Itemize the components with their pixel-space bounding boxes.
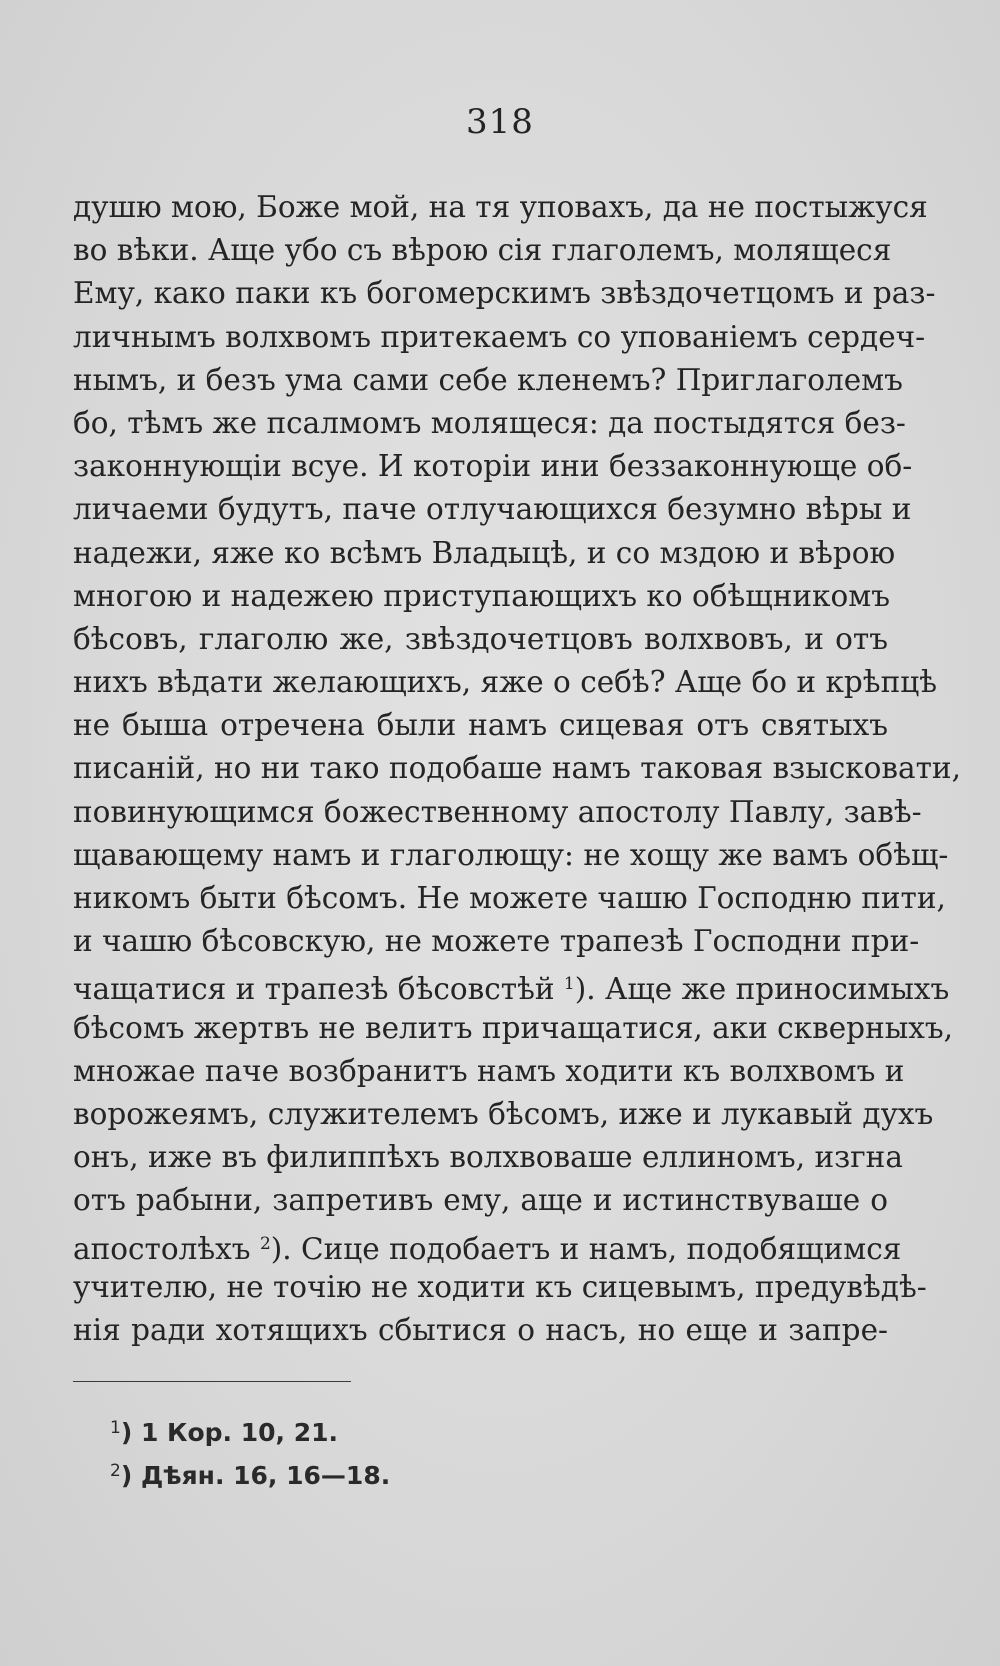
text-line: бѣсомъ жертвъ не велитъ причащатися, аки скверныхъ,	[73, 1010, 953, 1045]
text-line: отъ рабыни, запретивъ ему, аще и истинствуваше о	[73, 1183, 888, 1218]
page-number: 318	[466, 102, 534, 142]
text-line-with-footnote-ref	[73, 1223, 902, 1266]
text-segment: апостолѣхъ	[73, 1231, 260, 1266]
footnote-text: ) Дѣян. 16, 16—18.	[120, 1461, 391, 1490]
text-line: повинующимся божественному апостолу Павлу, завѣ-	[73, 794, 922, 829]
text-line: нихъ вѣдати желающихъ, яже о себѣ? Аще бо и крѣпцѣ	[73, 665, 937, 700]
footnote-ref-2[interactable]: 2	[259, 1233, 271, 1254]
text-line: писаній, но ни тако подобаше намъ таковая взысковати,	[73, 751, 961, 786]
footnote-text: ) 1 Кор. 10, 21.	[120, 1418, 339, 1447]
footnote-divider	[73, 1381, 351, 1382]
footnote-2	[110, 1450, 710, 1493]
text-segment: ). Сице подобаетъ и намъ, подобящимся	[270, 1231, 902, 1266]
text-line: законнующіи всуе. И которіи ини беззаконнующе об-	[73, 449, 913, 484]
footnote-1	[110, 1407, 710, 1450]
text-line: множае паче возбранитъ намъ ходити къ волхвомъ и	[73, 1053, 905, 1088]
text-line: никомъ быти бѣсомъ. Не можете чашю Господню пити,	[73, 881, 946, 915]
footnote-ref-1[interactable]: 1	[563, 974, 575, 995]
text-line: и чашю бѣсовскую, не можете трапезѣ Господни при-	[73, 924, 920, 959]
footnote-mark: 1	[110, 1418, 121, 1438]
text-line: Ему, како паки къ богомерскимъ звѣздочетцомъ и раз-	[73, 276, 936, 311]
text-line: щавающему намъ и глаголющу: не хощу же вамъ обѣщ-	[73, 837, 949, 872]
text-line: бо, тѣмъ же псалмомъ молящеся: да постыдятся без-	[73, 405, 906, 440]
text-line: личнымъ волхвомъ притекаемъ со упованіемъ сердеч-	[73, 319, 926, 354]
text-line: бѣсовъ, глаголю же, звѣздочетцовъ волхвовъ, и отъ	[73, 621, 888, 656]
text-line: личаеми будутъ, паче отлучающихся безумно вѣры и	[73, 492, 912, 527]
text-line: учителю, не точію не ходити къ сицевымъ, предувѣдѣ-	[73, 1269, 927, 1304]
text-line: нія ради хотящихъ сбытися о насъ, но еще и запре-	[73, 1312, 888, 1347]
footnote-mark: 2	[110, 1461, 121, 1481]
text-line: онъ, иже въ филиппѣхъ волхвоваше еллиномъ, изгна	[73, 1140, 903, 1175]
text-segment: чащатися и трапезѣ бѣсовстѣй	[73, 972, 564, 1007]
text-line: многою и надежею приступающихъ ко обѣщникомъ	[73, 578, 890, 613]
body-text	[73, 186, 961, 1352]
text-line: во вѣки. Аще убо съ вѣрою сія глаголемъ, молящеся	[73, 233, 892, 268]
text-line: не быша отречена были намъ сицевая отъ святыхъ	[73, 708, 888, 743]
text-line-with-footnote-ref	[73, 963, 950, 1007]
text-line: надежи, яже ко всѣмъ Владыцѣ, и со мздою и вѣрою	[73, 535, 896, 570]
text-line: душю мою, Боже мой, на тя уповахъ, да не постыжуся	[73, 190, 928, 224]
text-segment: ). Аще же приносимыхъ	[574, 972, 950, 1007]
footnotes	[110, 1407, 710, 1493]
text-line: ворожеямъ, служителемъ бѣсомъ, иже и лукавый духъ	[73, 1096, 934, 1131]
text-line: нымъ, и безъ ума сами себе кленемъ? Приглаголемъ	[73, 362, 903, 397]
